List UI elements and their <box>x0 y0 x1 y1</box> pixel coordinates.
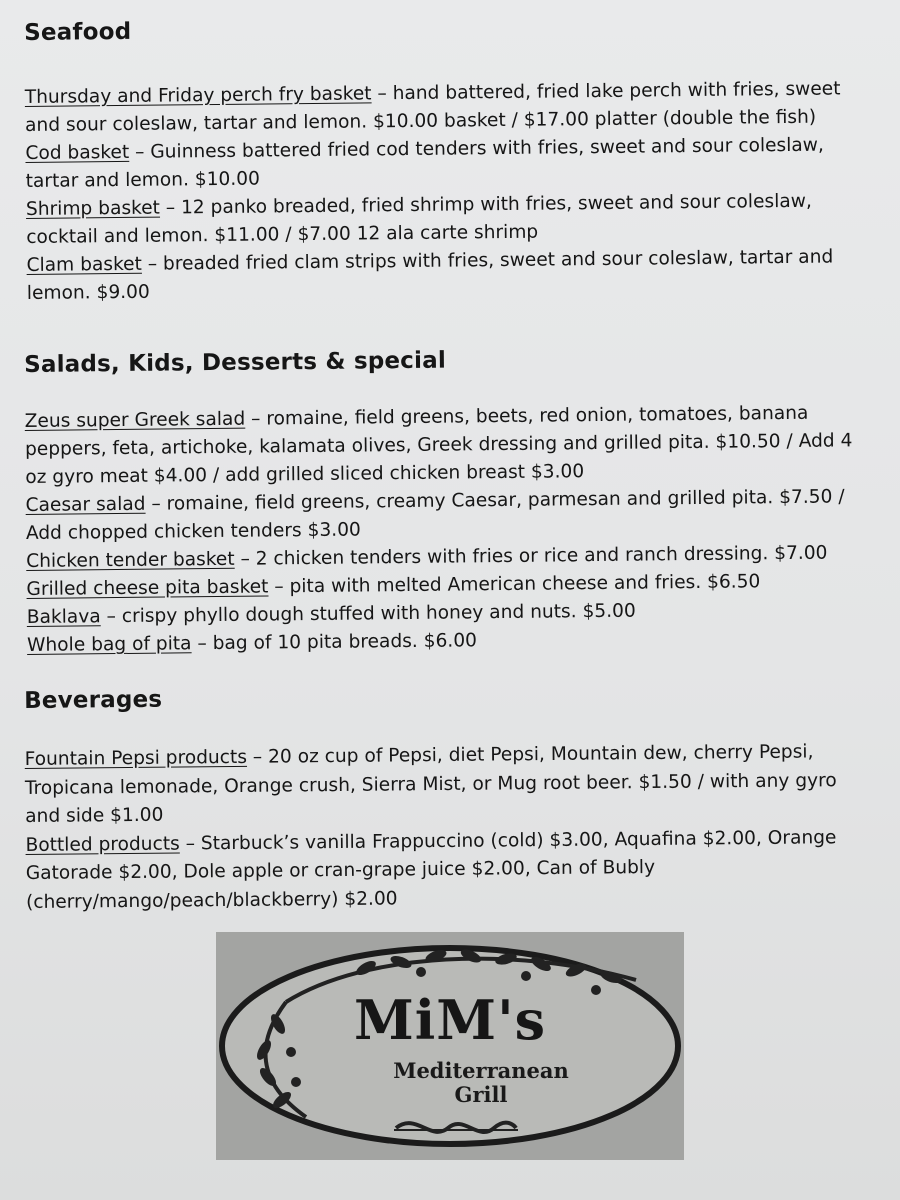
menu-item-name: Bottled products <box>25 833 180 856</box>
logo-brand-name: MiM's <box>354 988 546 1052</box>
menu-item-name: Clam basket <box>26 253 142 276</box>
menu-item-name: Whole bag of pita <box>26 633 192 656</box>
logo-subtitle-line2: Grill <box>454 1082 508 1107</box>
menu-item <box>25 131 878 196</box>
logo-subtitle-line1: Mediterranean <box>393 1058 569 1083</box>
menu-item <box>25 738 878 832</box>
menu-item-name: Chicken tender basket <box>26 548 235 572</box>
menu-item <box>25 399 878 492</box>
menu-item <box>25 823 878 917</box>
restaurant-logo <box>216 932 684 1160</box>
section-title: Seafood <box>24 18 132 46</box>
menu-item-name: Fountain Pepsi products <box>24 746 248 770</box>
section-seafood <box>24 11 879 308</box>
section-beverages <box>24 680 878 917</box>
menu-item <box>26 243 879 308</box>
menu-item-description: – romaine, field greens, beets, red onion, tomatoes, banana peppers, feta, artichoke, kalamata olives, Greek dressing and grilled pita. $10.50 / Add 4 oz gyro meat $4.00 / add grilled sliced chicken breast $3.00 <box>24 402 853 488</box>
menu-item-description: – bag of 10 pita breads. $6.00 <box>191 630 478 655</box>
menu-item-name: Cod basket <box>25 141 130 164</box>
menu-item-description: – hand battered, fried lake perch with fries, sweet and sour coleslaw, tartar and lemon. $10.00 basket / $17.00 platter (double the fish) <box>24 78 841 136</box>
menu-item-description: – breaded fried clam strips with fries, sweet and sour coleslaw, tartar and lemon. $9.00 <box>26 246 834 304</box>
menu-item-description: – pita with melted American cheese and fries. $6.50 <box>268 571 761 598</box>
menu-item-description: – crispy phyllo dough stuffed with honey and nuts. $5.00 <box>100 600 636 628</box>
menu-item-description: – romaine, field greens, creamy Caesar, parmesan and grilled pita. $7.50 / Add chopped chicken tenders $3.00 <box>25 486 845 544</box>
menu-item-description: – Starbuck’s vanilla Frappuccino (cold) $3.00, Aquafina $2.00, Orange Gatorade $2.00, Dole apple or cran-grape juice $2.00, Can of Bubly (cherry/mango/peach/blackberry) $2.00 <box>25 826 837 913</box>
menu-item <box>26 187 879 252</box>
menu-item-name: Caesar salad <box>25 493 146 516</box>
menu-item-description: – 20 oz cup of Pepsi, diet Pepsi, Mountain dew, cherry Pepsi, Tropicana lemonade, Orange crush, Sierra Mist, or Mug root beer. $1.50 / with any gyro and side $1.00 <box>24 741 837 827</box>
menu-item-description: – 2 chicken tenders with fries or rice and ranch dressing. $7.00 <box>234 542 828 570</box>
section-salads-kids-desserts <box>24 343 879 660</box>
section-title: Salads, Kids, Desserts & special <box>24 347 447 378</box>
menu-item-name: Zeus super Greek salad <box>24 408 246 432</box>
menu-item-name: Baklava <box>26 606 101 628</box>
menu-item-description: – Guinness battered fried cod tenders with fries, sweet and sour coleslaw, tartar and lemon. $10.00 <box>25 134 824 192</box>
menu-item-name: Thursday and Friday perch fry basket <box>24 83 372 108</box>
menu-item-name: Grilled cheese pita basket <box>26 576 269 600</box>
menu-item <box>25 75 878 140</box>
menu-item <box>25 483 878 548</box>
section-title: Beverages <box>24 686 163 714</box>
menu-item-description: – 12 panko breaded, fried shrimp with fries, sweet and sour coleslaw, cocktail and lemon. $11.00 / $7.00 12 ala carte shrimp <box>26 190 812 248</box>
menu-item-name: Shrimp basket <box>25 197 161 220</box>
